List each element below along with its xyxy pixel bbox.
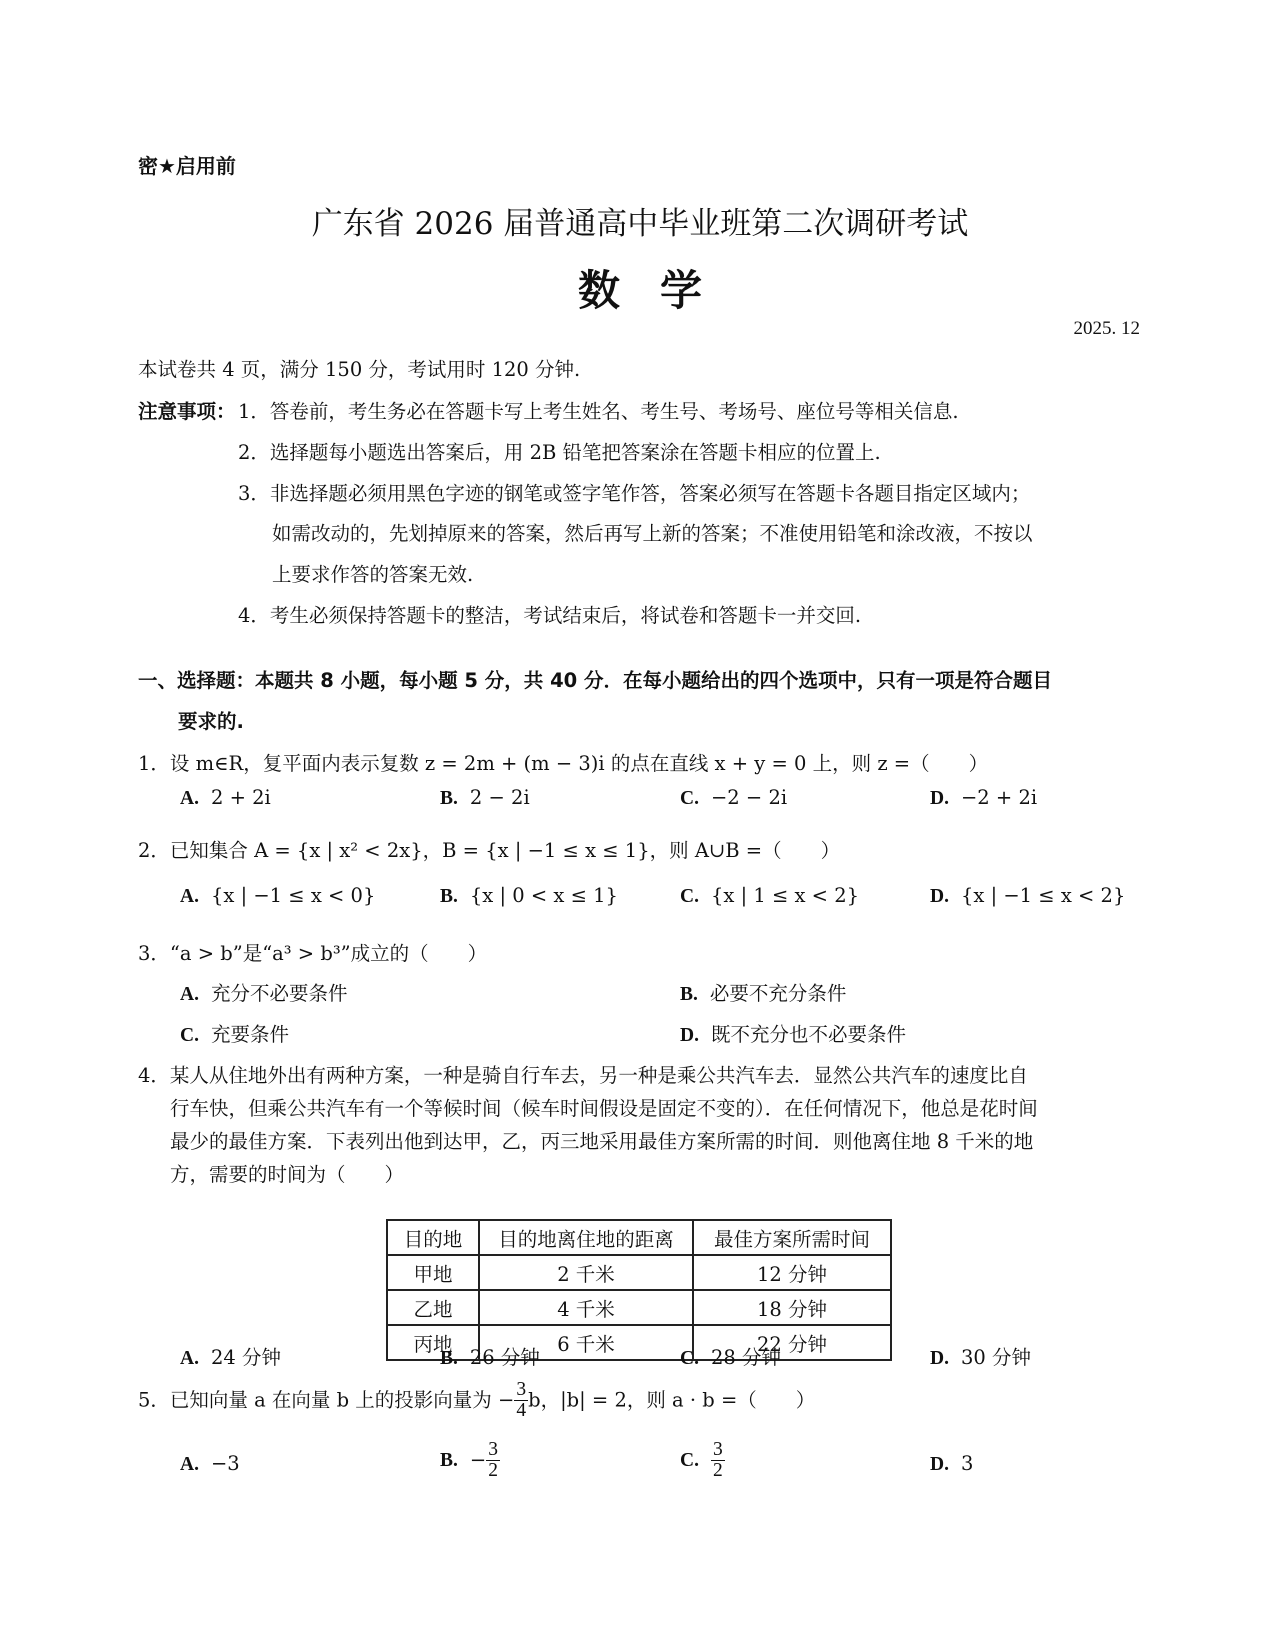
table-cell: 4 千米 <box>479 1290 693 1325</box>
question-1-option-b: B. 2 − 2i <box>440 786 530 809</box>
question-2-option-c: C. {x | 1 ≤ x < 2} <box>680 884 860 907</box>
table-cell: 18 分钟 <box>693 1290 891 1325</box>
question-1-option-d: D. −2 + 2i <box>930 786 1038 809</box>
question-5-option-b: B. − $\frac{3}{2}$ <box>440 1439 498 1482</box>
section-heading: 一、选择题：本题共 8 小题，每小题 5 分，共 40 分．在每小题给出的四个选项中，只有一项是符合题目 <box>138 669 1053 692</box>
question-4-stem-line-3: 最少的最佳方案．下表列出他到达甲，乙，丙三地采用最佳方案所需的时间．则他离住地 8 千米的地 <box>170 1130 1034 1153</box>
question-3-option-a: A. 充分不必要条件 <box>180 982 348 1005</box>
exam-date: 2025. 12 <box>1073 318 1140 339</box>
table-row <box>387 1290 891 1325</box>
table-cell: 22 分钟 <box>693 1325 891 1360</box>
question-5-option-a: A. −3 <box>180 1452 240 1475</box>
section-heading-cont: 要求的. <box>178 710 244 733</box>
question-2-option-a: A. {x | −1 ≤ x < 0} <box>180 884 376 907</box>
exam-intro: 本试卷共 4 页，满分 150 分，考试用时 120 分钟. <box>138 358 581 381</box>
question-1-option-a: A. 2 + 2i <box>180 786 271 809</box>
question-3-option-c: C. 充要条件 <box>180 1023 289 1046</box>
table-cell: 丙地 <box>387 1325 479 1360</box>
fraction: $\frac{3}{2}$ <box>488 1439 498 1482</box>
table-header: 目的地 <box>387 1220 479 1255</box>
question-2-option-d: D. {x | −1 ≤ x < 2} <box>930 884 1126 907</box>
table-header: 最佳方案所需时间 <box>693 1220 891 1255</box>
fraction: $\frac{3}{2}$ <box>712 1439 723 1482</box>
table-header: 目的地离住地的距离 <box>479 1220 693 1255</box>
question-2-stem: 2．已知集合 A = {x | x² < 2x}，B = {x | −1 ≤ x ≤ 1}，则 A∪B =（ ） <box>138 839 841 862</box>
question-4-option-d: D. 30 分钟 <box>930 1346 1031 1369</box>
question-4-option-a: A. 24 分钟 <box>180 1346 281 1369</box>
notice-item-3-cont1: 如需改动的，先划掉原来的答案，然后再写上新的答案；不准使用铅笔和涂改液，不按以 <box>272 522 1033 545</box>
question-4-option-b: B. 26 分钟 <box>440 1346 540 1369</box>
table-cell: 12 分钟 <box>693 1255 891 1290</box>
notice-item-3-cont2: 上要求作答的答案无效. <box>272 563 474 586</box>
confidential-mark: 密★启用前 <box>138 154 236 178</box>
fraction: $\frac{3}{4}$ <box>516 1379 527 1422</box>
question-1-stem: 1．设 m∈R，复平面内表示复数 z = 2m + (m − 3)i 的点在直线 x + y = 0 上，则 z =（ ） <box>138 752 989 775</box>
table-cell: 甲地 <box>387 1255 479 1290</box>
question-3-stem: 3．“a > b”是“a³ > b³”成立的（ ） <box>138 942 488 965</box>
question-4-option-c: C. 28 分钟 <box>680 1346 781 1369</box>
question-4-stem-line-4: 方，需要的时间为（ ） <box>170 1163 405 1186</box>
table-header-row <box>387 1220 891 1255</box>
question-3-option-d: D. 既不充分也不必要条件 <box>680 1023 906 1046</box>
table-row <box>387 1255 891 1290</box>
question-2-option-b: B. {x | 0 < x ≤ 1} <box>440 884 618 907</box>
table-cell: 6 千米 <box>479 1325 693 1360</box>
distance-time-table <box>386 1219 892 1361</box>
notice-item-2: 2．选择题每小题选出答案后，用 2B 铅笔把答案涂在答题卡相应的位置上. <box>238 441 881 464</box>
question-3-option-b: B. 必要不充分条件 <box>680 982 847 1005</box>
notice-item-3: 3．非选择题必须用黑色字迹的钢笔或签字笔作答，答案必须写在答题卡各题目指定区域内； <box>238 482 1031 505</box>
question-4-stem-line-1: 4．某人从住地外出有两种方案，一种是骑自行车去，另一种是乘公共汽车去．显然公共汽车的速度比自 <box>138 1064 1028 1087</box>
question-5-option-d: D. 3 <box>930 1452 974 1475</box>
table-cell: 2 千米 <box>479 1255 693 1290</box>
subject-title: 数学 <box>577 266 742 315</box>
notice-heading: 注意事项： <box>138 400 236 423</box>
question-1-option-c: C. −2 − 2i <box>680 786 788 809</box>
notice-item-4: 4．考生必须保持答题卡的整洁，考试结束后，将试卷和答题卡一并交回. <box>238 604 862 627</box>
table-cell: 乙地 <box>387 1290 479 1325</box>
notice-item-1: 1．答卷前，考生务必在答题卡写上考生姓名、考生号、考场号、座位号等相关信息. <box>238 400 959 423</box>
question-5-option-c: C. $\frac{3}{2}$ <box>680 1439 723 1482</box>
question-5-stem: 5．已知向量 a 在向量 b 上的投影向量为 − $\frac{3}{4}$ b，|b| = 2，则 a · b =（ ） <box>138 1379 816 1422</box>
exam-title: 广东省 2026 届普通高中毕业班第二次调研考试 <box>311 206 969 242</box>
question-4-stem-line-2: 行车快，但乘公共汽车有一个等候时间（候车时间假设是固定不变的）．在任何情况下，他总是花时间 <box>170 1097 1038 1120</box>
